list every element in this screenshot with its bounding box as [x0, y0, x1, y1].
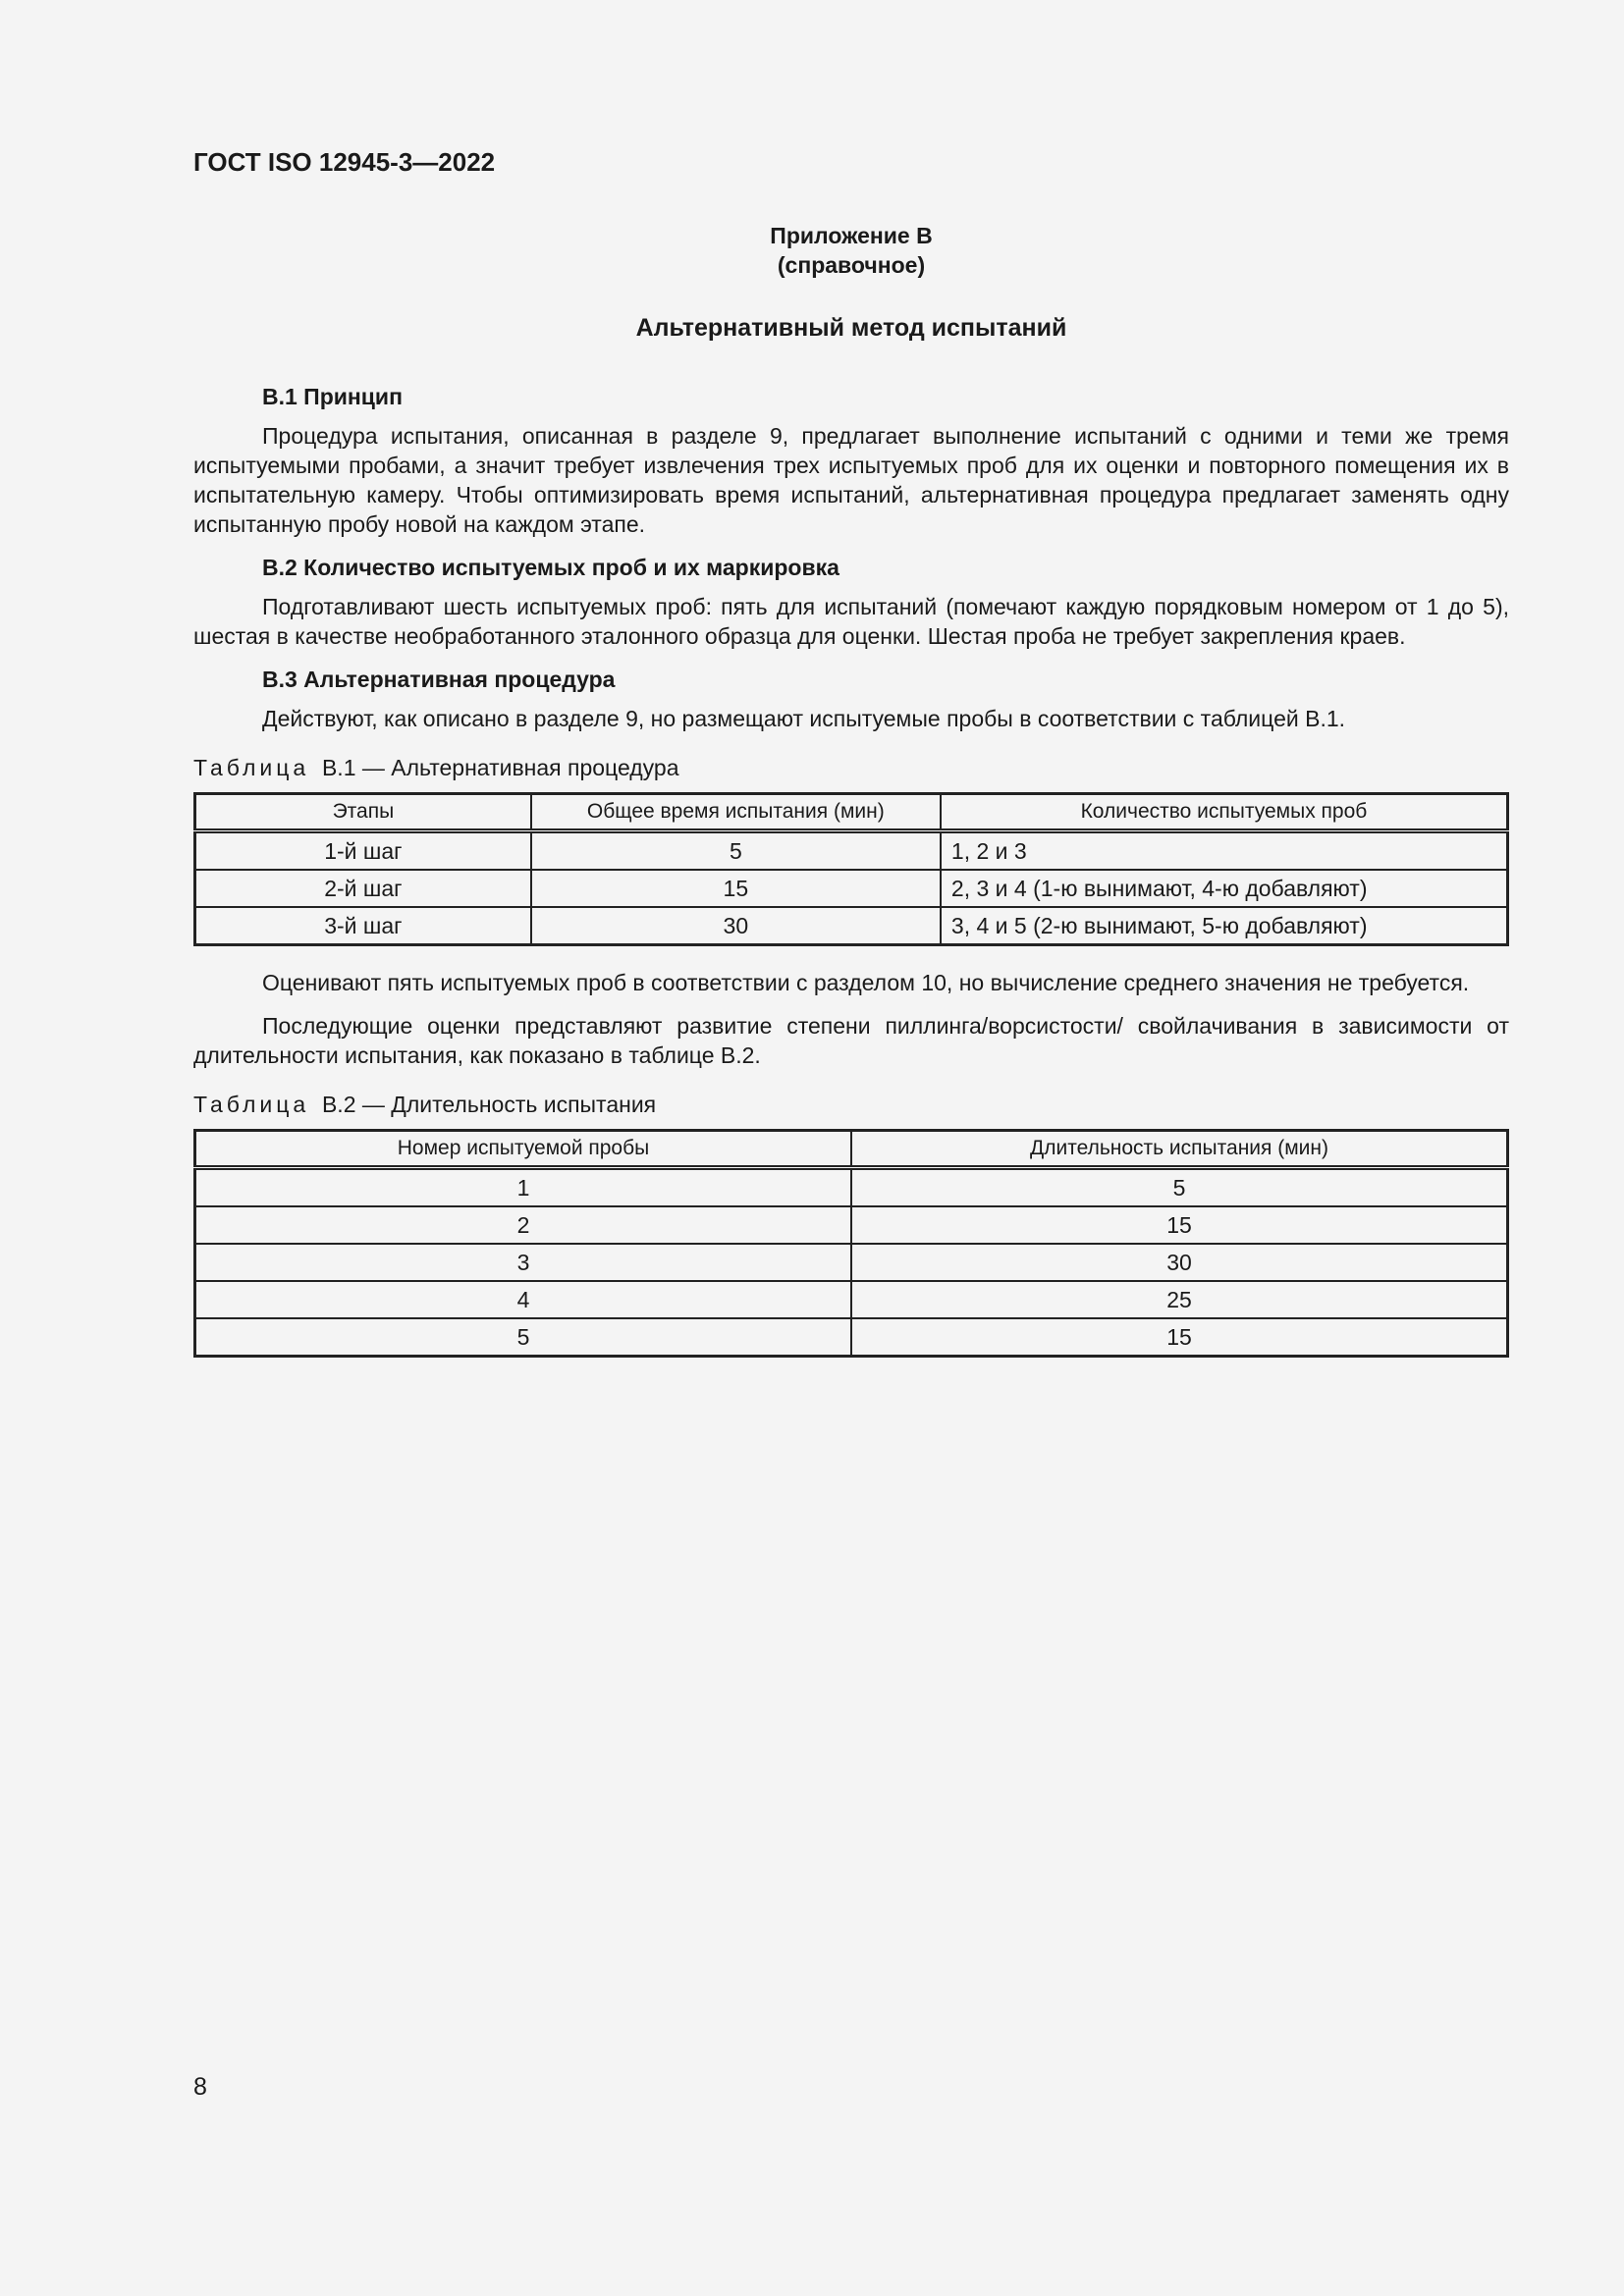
table-row — [195, 1318, 1508, 1357]
table-cell: 4 — [195, 1281, 852, 1318]
table-cell: 2, 3 и 4 (1-ю вынимают, 4-ю добавляют) — [941, 870, 1508, 907]
table-cell: 2 — [195, 1206, 852, 1244]
annex-status: (справочное) — [777, 252, 926, 278]
table-row — [195, 1281, 1508, 1318]
subsequent-text: Последующие оценки представляют развитие степени пиллинга/ворсистости/ свойлачивания в зависимости от длительности испытания, как показано в таблице В.2. — [193, 1013, 1509, 1068]
table-cell: 2-й шаг — [195, 870, 531, 907]
table-row — [195, 1244, 1508, 1281]
table-b2-header-row — [195, 1131, 1508, 1168]
table-b1-caption-word: Таблица — [193, 755, 310, 780]
table-cell: 5 — [195, 1318, 852, 1357]
table-cell: 30 — [531, 907, 941, 945]
table-b1-caption-text: В.1 — Альтернативная процедура — [321, 755, 679, 780]
table-b2-caption — [193, 1090, 1509, 1119]
table-cell: 25 — [851, 1281, 1508, 1318]
table-cell: 3 — [195, 1244, 852, 1281]
table-row — [195, 870, 1508, 907]
table-cell: 30 — [851, 1244, 1508, 1281]
table-b1 — [193, 792, 1509, 946]
table-row — [195, 907, 1508, 945]
table-row — [195, 1206, 1508, 1244]
table-cell: 1, 2 и 3 — [941, 831, 1508, 871]
table-b2-caption-word: Таблица — [193, 1092, 310, 1117]
table-b2-header-sample: Номер испытуемой пробы — [195, 1131, 852, 1168]
table-b2 — [193, 1129, 1509, 1358]
table-b1-header-stage: Этапы — [195, 794, 531, 831]
table-cell: 1-й шаг — [195, 831, 531, 871]
table-cell: 1 — [195, 1168, 852, 1207]
table-cell: 5 — [851, 1168, 1508, 1207]
evaluation-text: Оценивают пять испытуемых проб в соответствии с разделом 10, но вычисление среднего значения не требуется. — [262, 970, 1470, 995]
section-b3-text: Действуют, как описано в разделе 9, но размещают испытуемые пробы в соответствии с таблицей В.1. — [262, 706, 1346, 731]
table-b1-header-time: Общее время испытания (мин) — [531, 794, 941, 831]
table-cell: 15 — [531, 870, 941, 907]
table-cell: 15 — [851, 1206, 1508, 1244]
annex-name: Альтернативный метод испытаний — [635, 314, 1067, 342]
table-b1-header-samples: Количество испытуемых проб — [941, 794, 1508, 831]
section-b1-text: Процедура испытания, описанная в разделе 9, предлагает выполнение испытаний с одними и теми же тремя испытуемыми пробами, а значит требует извлечения трех испытуемых проб для их оценки и повторного помещения их в испытательную камеру. Чтобы оптимизировать время испытаний, альтернативная процедура предлагает заменять одну испытанную пробу новой на каждом этапе. — [193, 423, 1509, 537]
table-row — [195, 831, 1508, 871]
table-b2-caption-text: В.2 — Длительность испытания — [321, 1092, 657, 1117]
section-b1-heading: В.1 Принцип — [262, 384, 403, 409]
annex-heading — [193, 221, 1509, 280]
document-page — [193, 147, 1509, 1358]
table-b1-caption — [193, 753, 1509, 782]
table-b1-header-row — [195, 794, 1508, 831]
table-row — [195, 1168, 1508, 1207]
document-code: ГОСТ ISO 12945-3—2022 — [193, 147, 496, 177]
table-cell: 3, 4 и 5 (2-ю вынимают, 5-ю добавляют) — [941, 907, 1508, 945]
section-b2-text: Подготавливают шесть испытуемых проб: пять для испытаний (помечают каждую порядковым номером от 1 до 5), шестая в качестве необработанного эталонного образца для оценки. Шестая проба не требует закрепления краев. — [193, 594, 1509, 649]
annex-title: Приложение В — [770, 223, 933, 248]
table-b2-header-duration: Длительность испытания (мин) — [851, 1131, 1508, 1168]
page-number: 8 — [193, 2073, 207, 2101]
table-cell: 3-й шаг — [195, 907, 531, 945]
section-b2-heading: В.2 Количество испытуемых проб и их маркировка — [262, 555, 839, 580]
table-cell: 15 — [851, 1318, 1508, 1357]
section-b3-heading: В.3 Альтернативная процедура — [262, 667, 616, 692]
table-cell: 5 — [531, 831, 941, 871]
